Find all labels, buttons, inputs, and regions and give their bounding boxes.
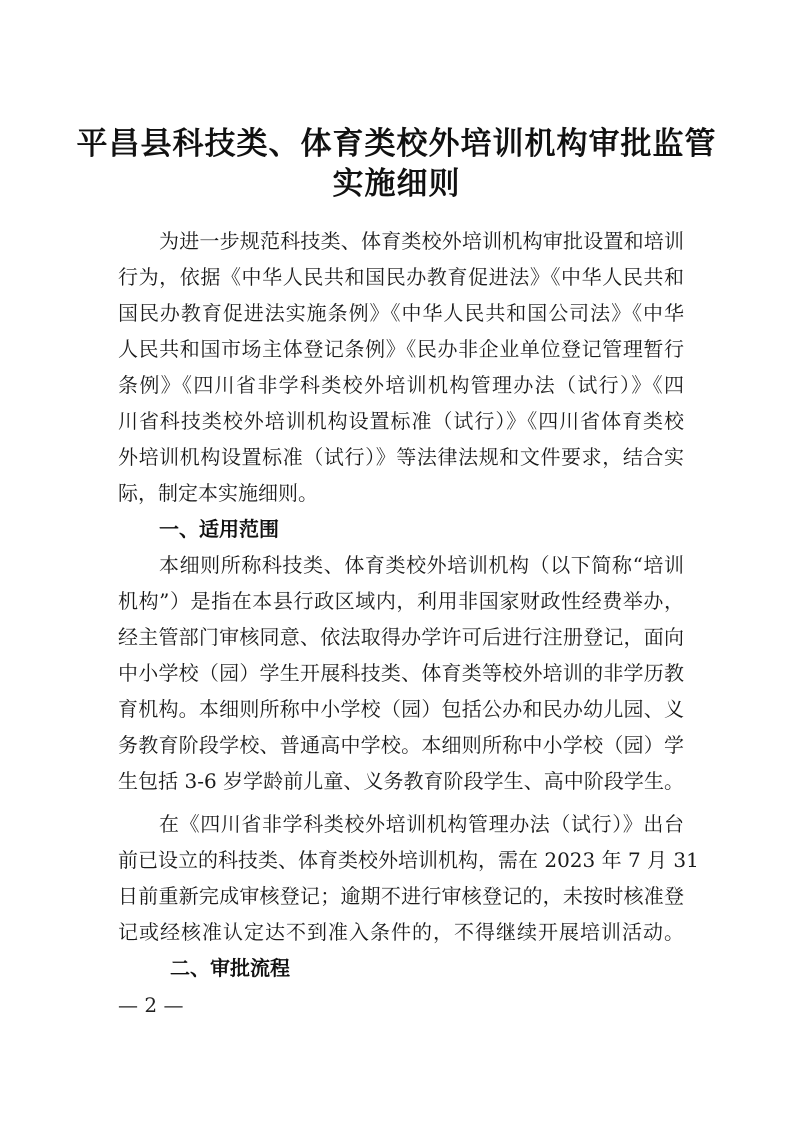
paragraph-line: 务教育阶段学校、普通高中学校。本细则所称中小学校（园）学 (118, 733, 684, 757)
paragraph-line: 中小学校（园）学生开展科技类、体育类等校外培训的非学历教 (118, 661, 684, 685)
paragraph-line: 为进一步规范科技类、体育类校外培训机构审批设置和培训 (159, 229, 684, 253)
paragraph-line: 记或经核准认定达不到准入条件的，不得继续开展培训活动。 (118, 920, 684, 944)
paragraph-line: 生包括 3-6 岁学龄前儿童、义务教育阶段学生、高中阶段学生。 (118, 769, 684, 793)
paragraph-line: 日前重新完成审核登记；逾期不进行审核登记的，未按时核准登 (118, 884, 684, 908)
paragraph-line: 行为，依据《中华人民共和国民办教育促进法》《中华人民共和 (118, 265, 684, 289)
section-heading-scope: 一、适用范围 (159, 517, 279, 541)
paragraph-line: 经主管部门审核同意、依法取得办学许可后进行注册登记，面向 (118, 625, 684, 649)
paragraph-line: 国民办教育促进法实施条例》《中华人民共和国公司法》《中华 (118, 301, 684, 325)
paragraph-line: 人民共和国市场主体登记条例》《民办非企业单位登记管理暂行 (118, 337, 684, 361)
paragraph-line: 在《四川省非学科类校外培训机构管理办法（试行）》出台 (159, 812, 684, 836)
paragraph-line: 机构”）是指在本县行政区域内，利用非国家财政性经费举办， (118, 589, 684, 613)
paragraph-line: 条例》《四川省非学科类校外培训机构管理办法（试行）》《四 (118, 373, 684, 397)
paragraph-line: 际，制定本实施细则。 (118, 481, 318, 505)
document-title-line-2: 实施细则 (332, 166, 461, 202)
paragraph-line: 外培训机构设置标准（试行）》等法律法规和文件要求，结合实 (118, 445, 684, 469)
page-number: — 2 — (118, 993, 184, 1017)
paragraph-line: 育机构。本细则所称中小学校（园）包括公办和民办幼儿园、义 (118, 697, 684, 721)
document-title-line-1: 平昌县科技类、体育类校外培训机构审批监管 (76, 126, 717, 162)
paragraph-line: 本细则所称科技类、体育类校外培训机构（以下简称“培训 (159, 553, 684, 577)
section-heading-approval-process: 二、审批流程 (170, 956, 290, 980)
paragraph-line: 川省科技类校外培训机构设置标准（试行）》《四川省体育类校 (118, 409, 684, 433)
paragraph-line: 前已设立的科技类、体育类校外培训机构，需在 2023 年 7 月 31 (118, 848, 699, 872)
